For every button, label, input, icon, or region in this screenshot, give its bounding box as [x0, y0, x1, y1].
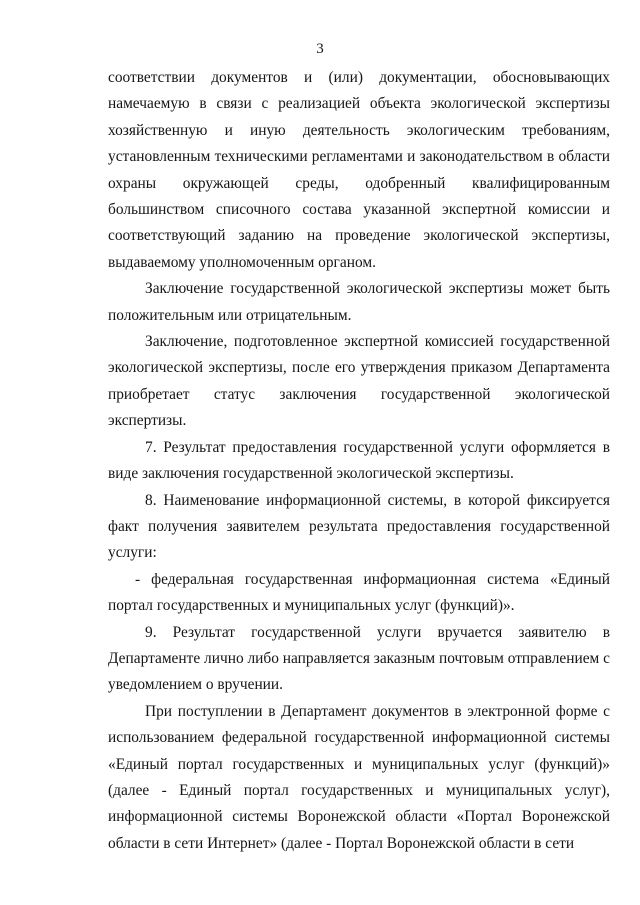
paragraph-continuation: соответствии документов и (или) документации, обосновывающих намечаемую в связи с реализацией объекта экологической экспертизы хозяйственную и иную деятельность экологическим требованиям, установленным техническими регламентами и законодательством в области охраны окружающей среды, одобренный квалифицированным большинством списочного состава указанной экспертной комиссии и соответствующий заданию на проведение экологической экспертизы, выдаваемому уполномоченным органом. [108, 69, 610, 271]
paragraph-item-7: 7. Результат предоставления государственной услуги оформляется в виде заключения государственной экологической экспертизы. [108, 438, 610, 483]
document-body [108, 65, 610, 857]
paragraph-conclusion-types: Заключение государственной экологической экспертизы может быть положительным или отрицательным. [108, 280, 610, 324]
paragraph-electronic-submission: При поступлении в Департамент документов в электронной форме с использованием федеральной государственной информационной системы «Единый портал государственных и муниципальных услуг (функций)» (далее - Единый портал государственных и муниципальных услуг), информационной системы Воронежской области «Портал Воронежской области в сети Интернет» (далее - Портал Воронежской области в сети [108, 702, 610, 852]
paragraph-conclusion-status: Заключение, подготовленное экспертной комиссией государственной экологической экспертизы, после его утверждения приказом Департамента приобретает статус заключения государственной экологической экспертизы. [108, 333, 610, 430]
paragraph-item-9: 9. Результат государственной услуги вручается заявителю в Департаменте лично либо направляется заказным почтовым отправлением с уведомлением о вручении. [108, 623, 610, 694]
page-number: 3 [316, 41, 324, 57]
paragraph-item-8: 8. Наименование информационной системы, в которой фиксируется факт получения заявителем результата предоставления государственной услуги: [108, 491, 610, 562]
bullet-federal-system: - федеральная государственная информационная система «Единый портал государственных и муниципальных услуг (функций)». [108, 570, 610, 615]
